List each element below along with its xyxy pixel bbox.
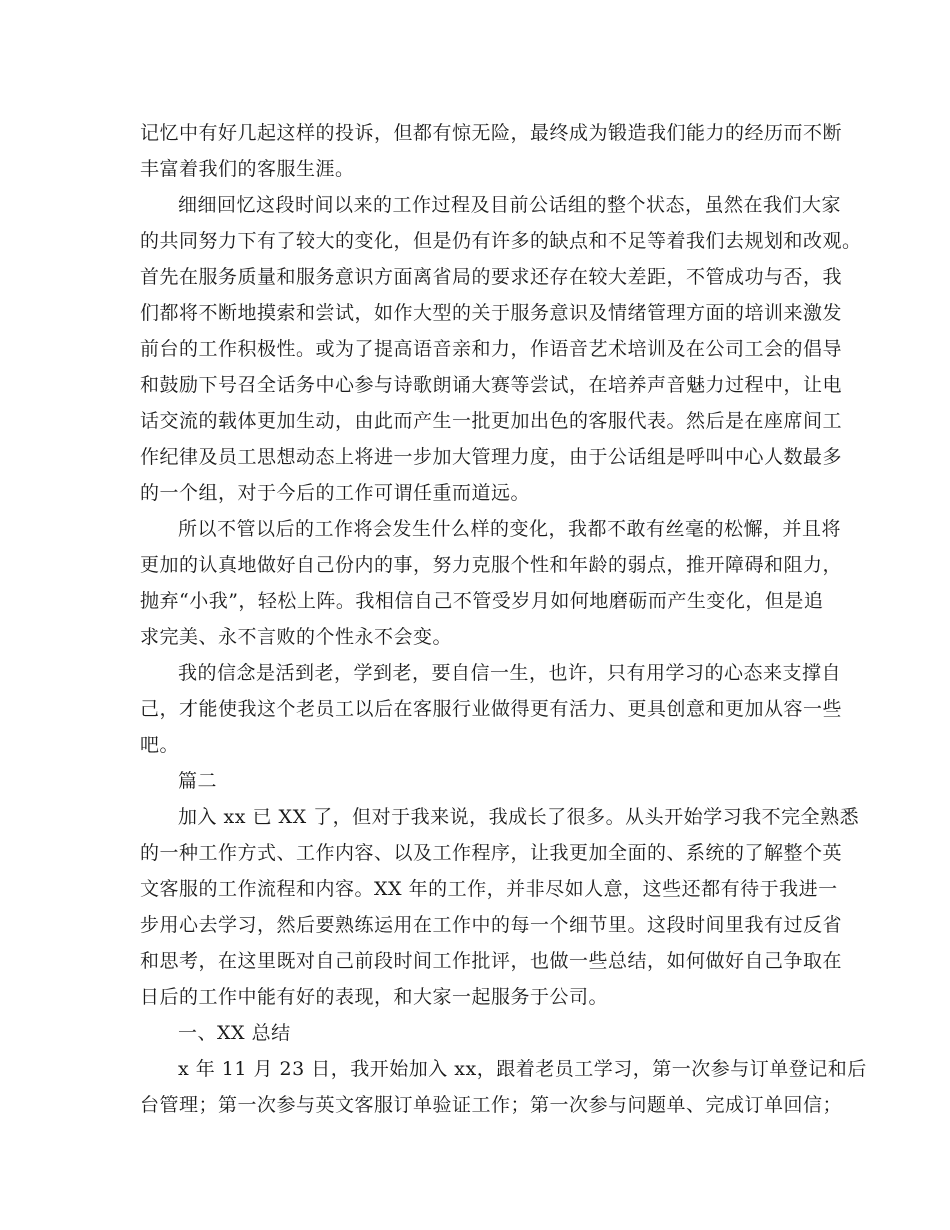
text-line: 己，才能使我这个老员工以后在客服行业做得更有活力、更具创意和更加从容一些: [140, 698, 843, 720]
text-line: 作纪律及员工思想动态上将进一步加大管理力度，由于公话组是呼叫中心人数最多: [140, 446, 843, 468]
text-line: 文客服的工作流程和内容。XX 年的工作，并非尽如人意，这些还都有待于我进一: [140, 878, 838, 900]
text-line: 加入 xx 已 XX 了，但对于我来说，我成长了很多。从头开始学习我不完全熟悉: [178, 806, 860, 828]
text-line: 丰富着我们的客服生涯。: [140, 158, 355, 180]
subsection-heading: 一、XX 总结: [178, 1022, 291, 1044]
text-line: 的共同努力下有了较大的变化，但是仍有许多的缺点和不足等着我们去规划和改观。: [140, 230, 862, 252]
text-line: 吧。: [140, 734, 180, 756]
text-line: 步用心去学习，然后要熟练运用在工作中的每一个细节里。这段时间里我有过反省: [140, 914, 843, 936]
text-line: 的一种工作方式、工作内容、以及工作程序，让我更加全面的、系统的了解整个英: [140, 842, 843, 864]
text-line: 细细回忆这段时间以来的工作过程及目前公话组的整个状态，虽然在我们大家: [178, 194, 842, 216]
text-line: 更加的认真地做好自己份内的事，努力克服个性和年龄的弱点，推开障碍和阻力，: [140, 554, 843, 576]
text-line: 台管理；第一次参与英文客服订单验证工作；第一次参与问题单、完成订单回信；: [140, 1094, 843, 1116]
text-line: 记忆中有好几起这样的投诉，但都有惊无险，最终成为锻造我们能力的经历而不断: [140, 122, 843, 144]
text-line: 们都将不断地摸索和尝试，如作大型的关于服务意识及情绪管理方面的培训来激发: [140, 302, 843, 324]
text-line: x 年 11 月 23 日，我开始加入 xx，跟着老员工学习，第一次参与订单登记和后: [178, 1058, 867, 1080]
text-line: 话交流的载体更加生动，由此而产生一批更加出色的客服代表。然后是在座席间工: [140, 410, 843, 432]
text-line: 抛弃“小我”，轻松上阵。我相信自己不管受岁月如何地磨砺而产生变化，但是追: [140, 590, 824, 612]
text-line: 所以不管以后的工作将会发生什么样的变化，我都不敢有丝毫的松懈，并且将: [178, 518, 842, 540]
section-heading: 篇二: [178, 770, 218, 792]
text-line: 求完美、永不言败的个性永不会变。: [140, 626, 453, 648]
text-line: 我的信念是活到老，学到老，要自信一生，也许，只有用学习的心态来支撑自: [178, 662, 842, 684]
text-line: 和思考，在这里既对自己前段时间工作批评，也做一些总结，如何做好自己争取在: [140, 950, 843, 972]
text-line: 首先在服务质量和服务意识方面离省局的要求还存在较大差距，不管成功与否，我: [140, 266, 843, 288]
text-line: 日后的工作中能有好的表现，和大家一起服务于公司。: [140, 986, 609, 1008]
text-line: 和鼓励下号召全话务中心参与诗歌朗诵大赛等尝试，在培养声音魅力过程中，让电: [140, 374, 843, 396]
text-line: 的一个组，对于今后的工作可谓任重而道远。: [140, 482, 531, 504]
text-line: 前台的工作积极性。或为了提高语音亲和力，作语音艺术培训及在公司工会的倡导: [140, 338, 843, 360]
